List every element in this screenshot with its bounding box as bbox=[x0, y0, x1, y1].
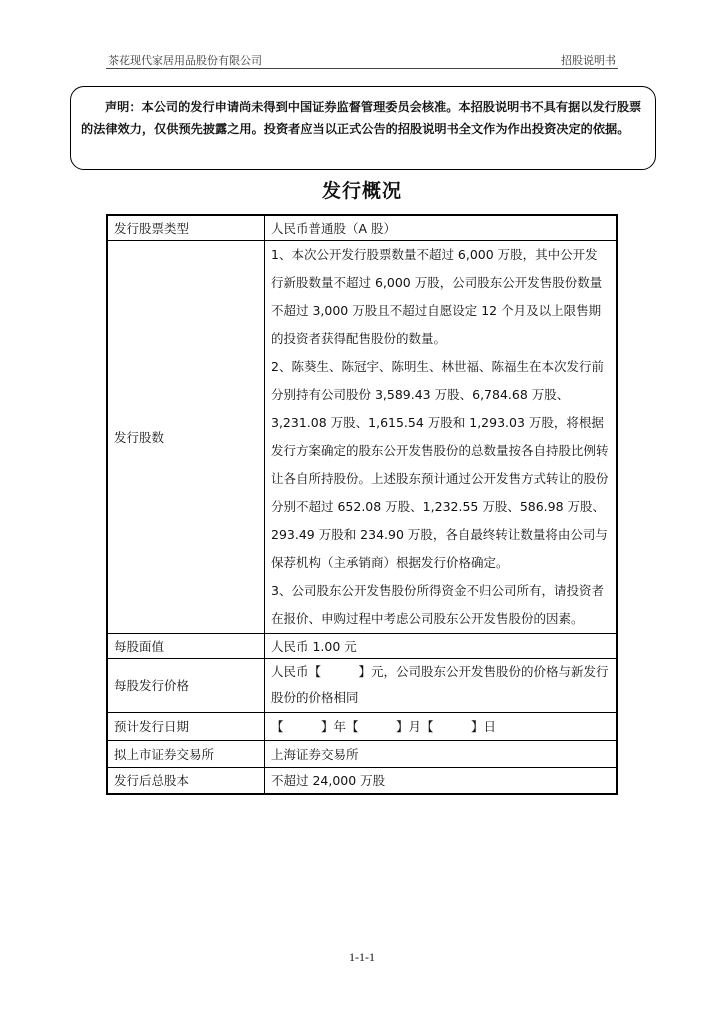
page-title: 发行概况 bbox=[321, 180, 402, 202]
row-value bbox=[265, 240, 618, 633]
table-row bbox=[107, 633, 617, 658]
offering-overview-table bbox=[106, 214, 618, 795]
row-label: 拟上市证券交易所 bbox=[107, 740, 265, 767]
row-label: 预计发行日期 bbox=[107, 712, 265, 740]
paragraph: 2、陈葵生、陈冠宇、陈明生、林世福、陈福生在本次发行前分别持有公司股份 3,589.43 万股、6,784.68 万股、3,231.08 万股、1,615.54 万股和 1,293.03 万股，将根据发行方案确定的股东公开发售股份的总数量按各自持股比例转让各自所持股份。上述股东预计通过公开发售方式转让的股份分别不超过 652.08 万股、1,232.55 万股、586.98 万股、293.49 万股和 234.90 万股，各自最终转让数量将由公司与保荐机构（主承销商）根据发行价格确定。 bbox=[271, 358, 609, 570]
row-label: 发行股数 bbox=[107, 240, 265, 633]
table-row bbox=[107, 740, 617, 767]
header-divider bbox=[106, 68, 618, 69]
table-row bbox=[107, 240, 617, 633]
row-value: 人民币 1.00 元 bbox=[265, 633, 618, 658]
paragraph: 1、本次公开发行股票数量不超过 6,000 万股，其中公开发行新股数量不超过 6,000 万股，公司股东公开发售股份数量不超过 3,000 万股且不超过自愿设定 12 个月及以上限售期的投资者获得配售股份的数量。 bbox=[271, 246, 603, 346]
row-label: 每股面值 bbox=[107, 633, 265, 658]
row-label: 发行股票类型 bbox=[107, 215, 265, 240]
table-row bbox=[107, 215, 617, 240]
table-row bbox=[107, 767, 617, 794]
paragraph: 3、公司股东公开发售股份所得资金不归公司所有，请投资者在报价、申购过程中考虑公司股东公开发售股份的因素。 bbox=[271, 582, 604, 626]
row-label: 发行后总股本 bbox=[107, 767, 265, 794]
page-header bbox=[106, 52, 618, 68]
page-number: 1-1-1 bbox=[349, 950, 375, 964]
row-value: 上海证券交易所 bbox=[265, 740, 618, 767]
disclaimer-text: 声明：本公司的发行申请尚未得到中国证券监督管理委员会核准。本招股说明书不具有据以发行股票的法律效力，仅供预先披露之用。投资者应当以正式公告的招股说明书全文作为作出投资决定的依据。 bbox=[81, 100, 642, 136]
header-company: 茶花现代家居用品股份有限公司 bbox=[108, 54, 262, 67]
row-value: 【 】年【 】月【 】日 bbox=[265, 712, 618, 740]
table-row bbox=[107, 712, 617, 740]
row-value: 人民币普通股（A 股） bbox=[265, 215, 618, 240]
header-doc-type: 招股说明书 bbox=[561, 54, 616, 67]
row-value: 不超过 24,000 万股 bbox=[265, 767, 618, 794]
row-label: 每股发行价格 bbox=[107, 658, 265, 712]
table-row bbox=[107, 658, 617, 712]
row-value: 人民币【 】元，公司股东公开发售股份的价格与新发行股份的价格相同 bbox=[265, 658, 618, 712]
disclaimer-box bbox=[70, 86, 656, 170]
